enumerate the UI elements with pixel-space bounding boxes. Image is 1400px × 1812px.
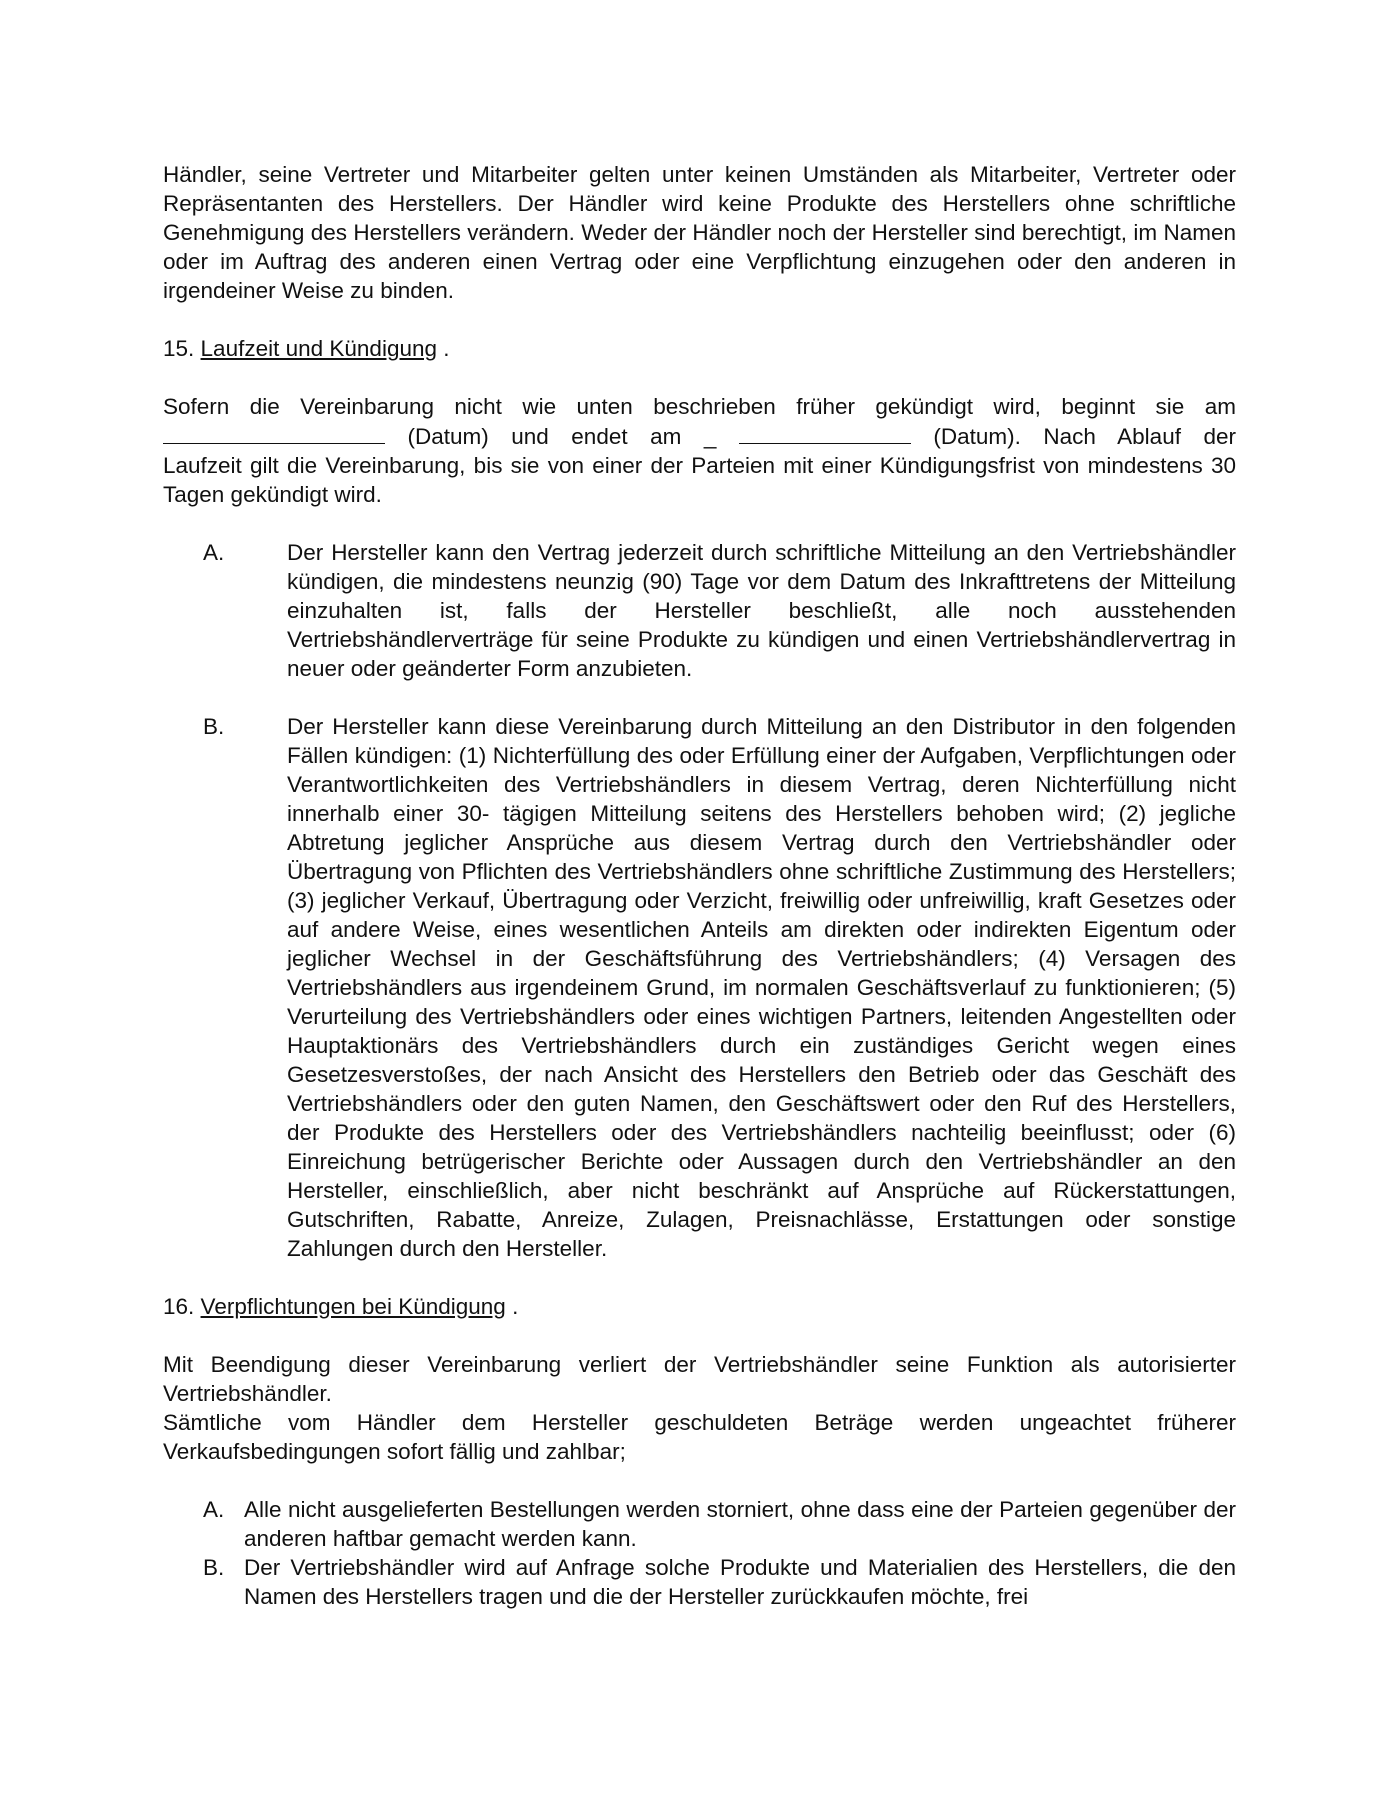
- start-date-label: (Datum): [407, 424, 489, 449]
- section-15-line-2: [163, 421, 1236, 451]
- list-item: [163, 1553, 1236, 1611]
- end-date-blank: [739, 421, 911, 444]
- section-15-rest: Laufzeit gilt die Vereinbarung, bis sie von einer der Parteien mit einer Kündigungsfrist von mindestens 30 Tagen gekündigt wird.: [163, 453, 1236, 507]
- section-16-heading: [163, 1292, 1236, 1321]
- list-marker: B.: [203, 1555, 225, 1580]
- section-16-paragraph-2: Sämtliche vom Händler dem Hersteller geschuldeten Beträge werden ungeachtet früherer Verkaufsbedingungen sofort fällig und zahlbar;: [163, 1410, 1236, 1464]
- list-item: [163, 712, 1236, 1263]
- underscore-mark: _: [703, 424, 717, 449]
- section-15-line-1: Sofern die Vereinbarung nicht wie unten beschrieben früher gekündigt wird, beginnt sie am: [163, 394, 1236, 419]
- document-page: [163, 160, 1236, 1611]
- list-item: [163, 538, 1236, 683]
- section-15-suffix: .: [443, 336, 450, 361]
- list-item-text: Der Vertriebshändler wird auf Anfrage solche Produkte und Materialien des Herstellers, die den Namen des Herstellers tragen und die der Hersteller zurückkaufen möchte, frei: [244, 1555, 1236, 1609]
- section-15-title: Laufzeit und Kündigung: [200, 336, 437, 361]
- section-15-paragraph: [163, 392, 1236, 509]
- list-item-text: Der Hersteller kann den Vertrag jederzeit durch schriftliche Mitteilung an den Vertriebshändler kündigen, die mindestens neunzig (90) Tage vor dem Datum des Inkrafttretens der Mitteilung einzuhalten ist, falls der Hersteller beschließt, alle noch ausstehenden Vertriebshändlerverträge für seine Produkte zu kündigen und einen Vertriebshändlervertrag in neuer oder geänderter Form anzubieten.: [287, 540, 1236, 681]
- ends-on-text: und endet am: [511, 424, 682, 449]
- list-item-text: Der Hersteller kann diese Vereinbarung durch Mitteilung an den Distributor in den folgenden Fällen kündigen: (1) Nichterfüllung des oder Erfüllung einer der Aufgaben, Verpflichtungen oder Verantwortlichkeiten des Vertriebshändlers in diesem Vertrag, deren Nichterfüllung nicht innerhalb einer 30- tägigen Mitteilung seitens des Herstellers behoben wird; (2) jegliche Abtretung jeglicher Ansprüche aus diesem Vertrag durch den Vertriebshändler oder Übertragung von Pflichten des Vertriebshändlers ohne schriftliche Zustimmung des Herstellers; (3) jeglicher Verkauf, Übertragung oder Verzicht, freiwillig oder unfreiwillig, kraft Gesetzes oder auf andere Weise, eines wesentlichen Anteils am direkten oder indirekten Eigentum oder jeglicher Wechsel in der Geschäftsführung des Vertriebshändlers; (4) Versagen des Vertriebshändlers aus irgendeinem Grund, im normalen Geschäftsverlauf zu funktionieren; (5) Verurteilung des Vertriebshändlers oder eines wichtigen Partners, leitenden Angestellten oder Hauptaktionärs des Vertriebshändlers durch ein zuständiges Gericht wegen eines Gesetzesverstoßes, der nach Ansicht des Herstellers den Betrieb oder das Geschäft des Vertriebshändlers oder den guten Namen, den Geschäftswert oder den Ruf des Herstellers, der Produkte des Herstellers oder des Vertriebshändlers nachteilig beeinflusst; oder (6) Einreichung betrügerischer Berichte oder Aussagen durch den Vertriebshändler an den Hersteller, einschließlich, aber nicht beschränkt auf Ansprüche auf Rückerstattungen, Gutschriften, Rabatte, Anreize, Zulagen, Preisnachlässe, Erstattungen oder sonstige Zahlungen durch den Hersteller.: [287, 714, 1236, 1261]
- list-marker: A.: [203, 1497, 225, 1522]
- section-16-list: [163, 1495, 1236, 1611]
- intro-paragraph: Händler, seine Vertreter und Mitarbeiter gelten unter keinen Umständen als Mitarbeiter, Vertreter oder Repräsentanten des Herstellers. Der Händler wird keine Produkte des Herstellers ohne schriftliche Genehmigung des Herstellers verändern. Weder der Händler noch der Hersteller sind berechtigt, im Namen oder im Auftrag des anderen einen Vertrag oder eine Verpflichtung einzugehen oder den anderen in irgendeiner Weise zu binden.: [163, 162, 1236, 303]
- after-expiry-text: Nach Ablauf der: [1043, 424, 1236, 449]
- section-16-paragraph-1: Mit Beendigung dieser Vereinbarung verliert der Vertriebshändler seine Funktion als autorisierter Vertriebshändler.: [163, 1352, 1236, 1406]
- section-16-number: 16.: [163, 1294, 195, 1319]
- list-item-text: Alle nicht ausgelieferten Bestellungen werden storniert, ohne dass eine der Parteien gegenüber der anderen haftbar gemacht werden kann.: [244, 1497, 1236, 1551]
- start-date-blank: [163, 421, 385, 444]
- section-16-suffix: .: [512, 1294, 519, 1319]
- section-15-number: 15.: [163, 336, 195, 361]
- section-16-title: Verpflichtungen bei Kündigung: [200, 1294, 506, 1319]
- section-15-list: [163, 538, 1236, 1263]
- list-marker: B.: [203, 714, 225, 739]
- list-marker: A.: [203, 540, 225, 565]
- list-item: [163, 1495, 1236, 1553]
- end-date-label: (Datum).: [933, 424, 1021, 449]
- section-15-heading: [163, 334, 1236, 363]
